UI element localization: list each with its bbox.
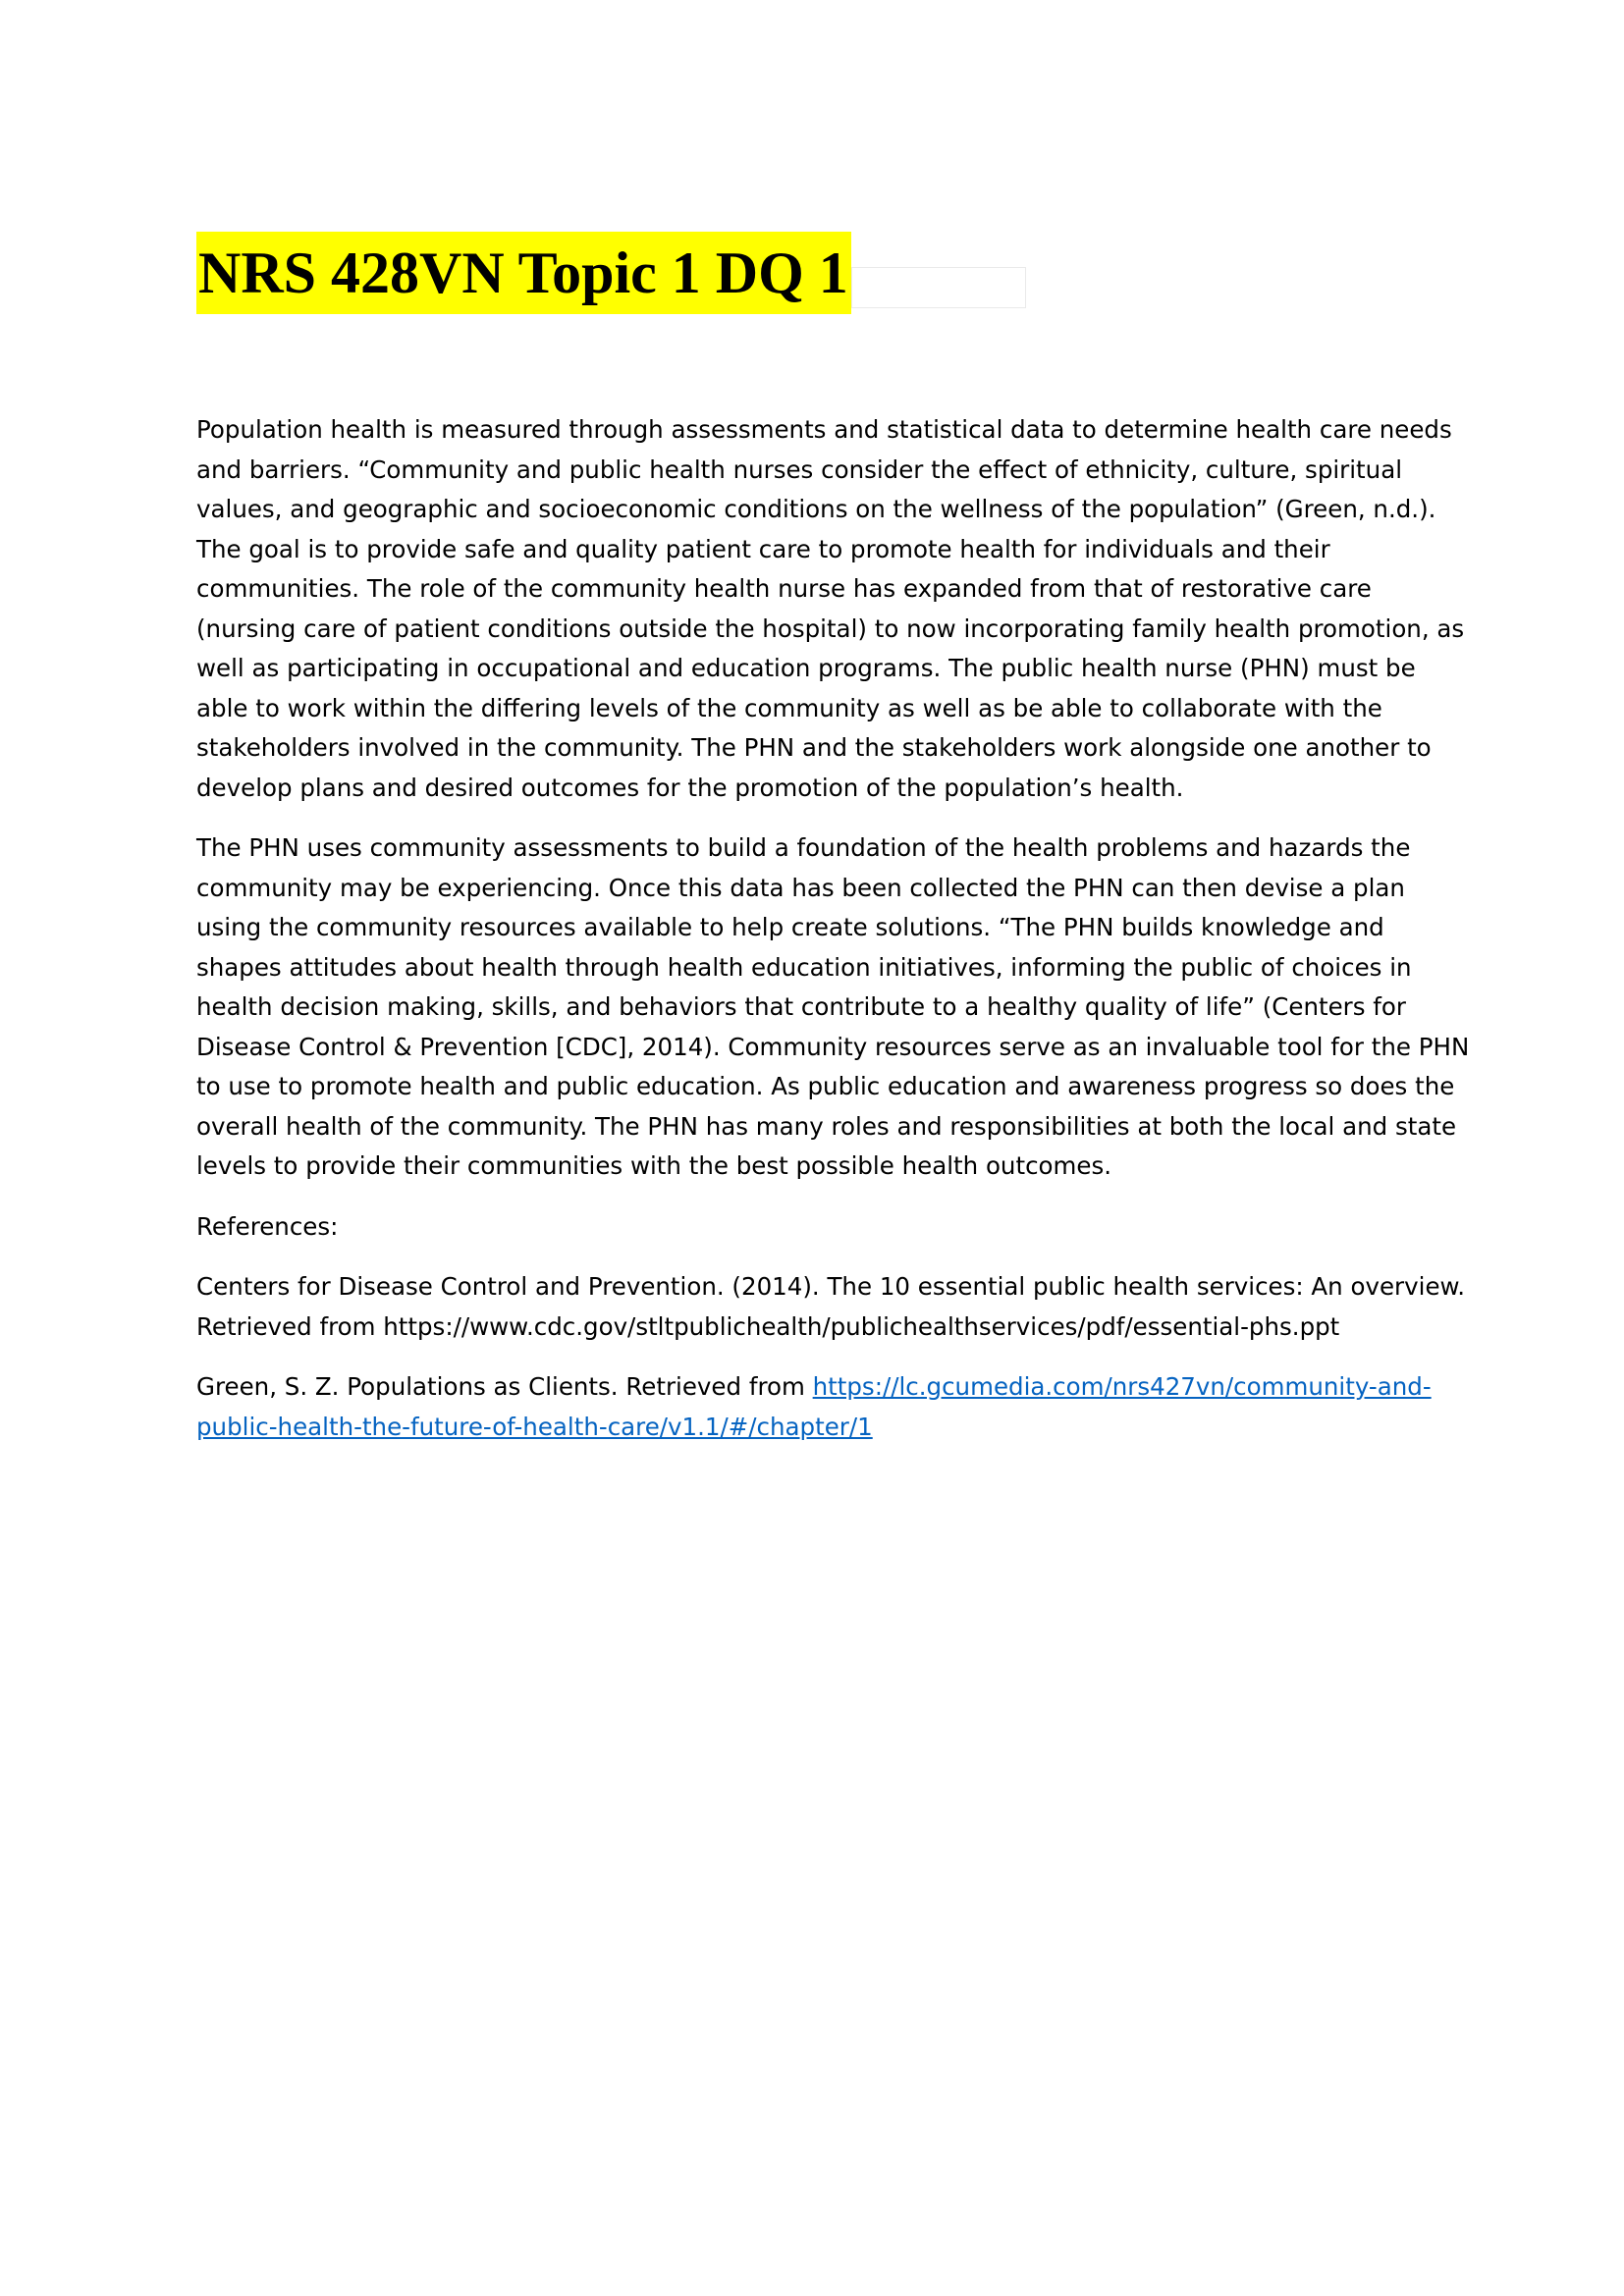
references-heading: References:: [196, 1211, 339, 1241]
reference-cdc: Centers for Disease Control and Prevention. (2014). The 10 essential public health services: An overview. Retrieved from https://www.cdc.gov/stltpublichealth/publichealthservices/pdf/essential-phs.ppt: [196, 1272, 1466, 1341]
document-body: [196, 410, 1473, 1468]
body-paragraph-2: The PHN uses community assessments to build a foundation of the health problems and hazards the community may be experiencing. Once this data has been collected the PHN can then devise a plan using the community resources available to help create solutions. “The PHN builds knowledge and shapes attitudes about health through health education initiatives, informing the public of choices in health decision making, skills, and behaviors that contribute to a healthy quality of life” (Centers for Disease Control & Prevention [CDC], 2014). Community resources serve as an invaluable tool for the PHN to use to promote health and public education. As public education and awareness progress so does the overall health of the community. The PHN has many roles and responsibilities at both the local and state levels to provide their communities with the best possible health outcomes.: [196, 833, 1470, 1180]
body-paragraph-1: Population health is measured through assessments and statistical data to determine health care needs and barriers. “Community and public health nurses consider the effect of ethnicity, culture, spiritual values, and geographic and socioeconomic conditions on the wellness of the population” (Green, n.d.). The goal is to provide safe and quality patient care to promote health for individuals and their communities. The role of the community health nurse has expanded from that of restorative care (nursing care of patient conditions outside the hospital) to now incorporating family health promotion, as well as participating in occupational and education programs. The public health nurse (PHN) must be able to work within the differing levels of the community as well as be able to collaborate with the stakeholders involved in the community. The PHN and the stakeholders work alongside one another to develop plans and desired outcomes for the promotion of the population’s health.: [196, 415, 1465, 802]
reference-green: [196, 1367, 1473, 1447]
reference-green-text: Green, S. Z. Populations as Clients. Retrieved from: [196, 1372, 813, 1401]
title-wrap: [196, 232, 1026, 314]
reference-green-link[interactable]: https://lc.gcumedia.com/nrs427vn/community-and-public-health-the-future-of-health-care/v1.1/#/chapter/1: [196, 1372, 1432, 1441]
title-frame: [851, 267, 1026, 308]
document-title: NRS 428VN Topic 1 DQ 1: [196, 232, 851, 314]
